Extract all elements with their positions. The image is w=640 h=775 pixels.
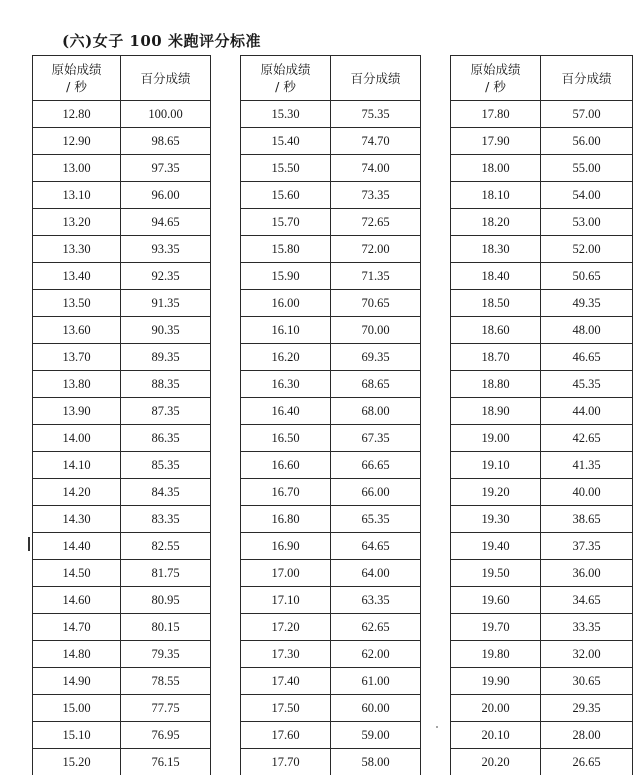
table-row — [33, 209, 211, 236]
raw-time-cell: 13.80 — [33, 371, 121, 398]
raw-time-cell: 16.20 — [241, 344, 331, 371]
table-row — [33, 128, 211, 155]
raw-time-cell: 19.60 — [451, 587, 541, 614]
percent-score-cell: 64.65 — [331, 533, 421, 560]
raw-time-cell: 14.00 — [33, 425, 121, 452]
percent-score-cell: 53.00 — [541, 209, 633, 236]
raw-time-cell: 17.80 — [451, 101, 541, 128]
percent-score-cell: 92.35 — [121, 263, 211, 290]
header-row — [33, 56, 211, 101]
percent-score-cell: 45.35 — [541, 371, 633, 398]
table-row — [451, 317, 633, 344]
raw-time-cell: 13.60 — [33, 317, 121, 344]
percent-score-cell: 48.00 — [541, 317, 633, 344]
raw-time-cell: 17.90 — [451, 128, 541, 155]
raw-time-cell: 20.00 — [451, 695, 541, 722]
percent-score-cell: 38.65 — [541, 506, 633, 533]
percent-score-cell: 97.35 — [121, 155, 211, 182]
raw-time-cell: 14.30 — [33, 506, 121, 533]
page-title: (六)女子 100 米跑评分标准 — [62, 30, 261, 51]
raw-time-cell: 15.90 — [241, 263, 331, 290]
score-table-3 — [450, 55, 633, 775]
raw-time-cell: 15.60 — [241, 182, 331, 209]
table-row — [33, 722, 211, 749]
raw-time-cell: 14.20 — [33, 479, 121, 506]
header-percent-score: 百分成绩 — [331, 56, 421, 101]
table-row — [241, 317, 421, 344]
raw-time-cell: 20.20 — [451, 749, 541, 775]
header-raw-time-line1: 原始成绩 — [33, 61, 120, 78]
table-row — [451, 479, 633, 506]
raw-time-cell: 13.40 — [33, 263, 121, 290]
table-row — [241, 722, 421, 749]
table-row — [33, 695, 211, 722]
percent-score-cell: 56.00 — [541, 128, 633, 155]
raw-time-cell: 14.90 — [33, 668, 121, 695]
table-row — [451, 641, 633, 668]
table-row — [451, 209, 633, 236]
table-row — [33, 236, 211, 263]
raw-time-cell: 18.50 — [451, 290, 541, 317]
raw-time-cell: 19.50 — [451, 560, 541, 587]
percent-score-cell: 52.00 — [541, 236, 633, 263]
percent-score-cell: 63.35 — [331, 587, 421, 614]
table-row — [33, 614, 211, 641]
table-row — [241, 533, 421, 560]
percent-score-cell: 83.35 — [121, 506, 211, 533]
table-row — [451, 722, 633, 749]
percent-score-cell: 88.35 — [121, 371, 211, 398]
raw-time-cell: 17.60 — [241, 722, 331, 749]
percent-score-cell: 46.65 — [541, 344, 633, 371]
raw-time-cell: 15.50 — [241, 155, 331, 182]
percent-score-cell: 81.75 — [121, 560, 211, 587]
percent-score-cell: 66.00 — [331, 479, 421, 506]
percent-score-cell: 91.35 — [121, 290, 211, 317]
raw-time-cell: 18.90 — [451, 398, 541, 425]
table-row — [241, 263, 421, 290]
percent-score-cell: 90.35 — [121, 317, 211, 344]
table-row — [451, 344, 633, 371]
percent-score-cell: 94.65 — [121, 209, 211, 236]
raw-time-cell: 17.50 — [241, 695, 331, 722]
table-row — [451, 695, 633, 722]
raw-time-cell: 15.20 — [33, 749, 121, 775]
table-row — [451, 155, 633, 182]
table-row — [33, 317, 211, 344]
raw-time-cell: 16.30 — [241, 371, 331, 398]
header-raw-time-line2: / 秒 — [241, 78, 330, 95]
table-row — [241, 479, 421, 506]
percent-score-cell: 49.35 — [541, 290, 633, 317]
percent-score-cell: 64.00 — [331, 560, 421, 587]
raw-time-cell: 17.30 — [241, 641, 331, 668]
raw-time-cell: 19.90 — [451, 668, 541, 695]
percent-score-cell: 69.35 — [331, 344, 421, 371]
score-table-2 — [240, 55, 421, 775]
percent-score-cell: 28.00 — [541, 722, 633, 749]
table-row — [33, 290, 211, 317]
percent-score-cell: 36.00 — [541, 560, 633, 587]
percent-score-cell: 30.65 — [541, 668, 633, 695]
table-row — [33, 182, 211, 209]
raw-time-cell: 16.50 — [241, 425, 331, 452]
raw-time-cell: 13.50 — [33, 290, 121, 317]
raw-time-cell: 13.30 — [33, 236, 121, 263]
raw-time-cell: 16.00 — [241, 290, 331, 317]
table-row — [33, 560, 211, 587]
percent-score-cell: 55.00 — [541, 155, 633, 182]
percent-score-cell: 72.00 — [331, 236, 421, 263]
percent-score-cell: 98.65 — [121, 128, 211, 155]
raw-time-cell: 13.00 — [33, 155, 121, 182]
table-row — [451, 182, 633, 209]
percent-score-cell: 79.35 — [121, 641, 211, 668]
raw-time-cell: 17.70 — [241, 749, 331, 775]
table-row — [33, 263, 211, 290]
table-row — [451, 236, 633, 263]
percent-score-cell: 58.00 — [331, 749, 421, 775]
table-row — [451, 398, 633, 425]
raw-time-cell: 17.00 — [241, 560, 331, 587]
table-row — [33, 641, 211, 668]
raw-time-cell: 19.20 — [451, 479, 541, 506]
table-row — [33, 398, 211, 425]
header-raw-time-line2: / 秒 — [451, 78, 540, 95]
table-row — [241, 560, 421, 587]
table-row — [241, 236, 421, 263]
percent-score-cell: 68.65 — [331, 371, 421, 398]
header-raw-time-line1: 原始成绩 — [451, 61, 540, 78]
raw-time-cell: 16.10 — [241, 317, 331, 344]
percent-score-cell: 89.35 — [121, 344, 211, 371]
table-row — [451, 749, 633, 775]
header-percent-score: 百分成绩 — [541, 56, 633, 101]
header-raw-time-line2: / 秒 — [33, 78, 120, 95]
header-raw-time-line1: 原始成绩 — [241, 61, 330, 78]
raw-time-cell: 15.10 — [33, 722, 121, 749]
raw-time-cell: 18.70 — [451, 344, 541, 371]
table-row — [451, 668, 633, 695]
table-row — [241, 344, 421, 371]
percent-score-cell: 74.70 — [331, 128, 421, 155]
percent-score-cell: 65.35 — [331, 506, 421, 533]
raw-time-cell: 14.80 — [33, 641, 121, 668]
header-row — [451, 56, 633, 101]
table-row — [451, 452, 633, 479]
table-row — [451, 506, 633, 533]
percent-score-cell: 54.00 — [541, 182, 633, 209]
raw-time-cell: 15.00 — [33, 695, 121, 722]
percent-score-cell: 62.00 — [331, 641, 421, 668]
table-row — [241, 101, 421, 128]
percent-score-cell: 59.00 — [331, 722, 421, 749]
table-row — [241, 128, 421, 155]
percent-score-cell: 62.65 — [331, 614, 421, 641]
table-row — [451, 533, 633, 560]
percent-score-cell: 80.95 — [121, 587, 211, 614]
table-row — [241, 668, 421, 695]
percent-score-cell: 41.35 — [541, 452, 633, 479]
percent-score-cell: 73.35 — [331, 182, 421, 209]
table-row — [33, 668, 211, 695]
header-row — [241, 56, 421, 101]
percent-score-cell: 93.35 — [121, 236, 211, 263]
table-row — [33, 533, 211, 560]
raw-time-cell: 19.10 — [451, 452, 541, 479]
raw-time-cell: 18.80 — [451, 371, 541, 398]
table-row — [241, 398, 421, 425]
percent-score-cell: 85.35 — [121, 452, 211, 479]
table-row — [451, 614, 633, 641]
header-raw-time — [241, 56, 331, 101]
percent-score-cell: 82.55 — [121, 533, 211, 560]
table-row — [241, 209, 421, 236]
raw-time-cell: 19.70 — [451, 614, 541, 641]
table-row — [451, 290, 633, 317]
raw-time-cell: 13.70 — [33, 344, 121, 371]
percent-score-cell: 33.35 — [541, 614, 633, 641]
raw-time-cell: 13.10 — [33, 182, 121, 209]
percent-score-cell: 96.00 — [121, 182, 211, 209]
table-row — [241, 371, 421, 398]
raw-time-cell: 16.60 — [241, 452, 331, 479]
raw-time-cell: 18.20 — [451, 209, 541, 236]
table-row — [451, 371, 633, 398]
scan-edge-mark — [28, 537, 30, 551]
table-row — [33, 155, 211, 182]
table-row — [451, 587, 633, 614]
table-row — [241, 695, 421, 722]
percent-score-cell: 76.15 — [121, 749, 211, 775]
raw-time-cell: 15.70 — [241, 209, 331, 236]
percent-score-cell: 66.65 — [331, 452, 421, 479]
table-row — [241, 506, 421, 533]
table-row — [241, 452, 421, 479]
header-raw-time — [451, 56, 541, 101]
percent-score-cell: 77.75 — [121, 695, 211, 722]
percent-score-cell: 40.00 — [541, 479, 633, 506]
table-row — [241, 425, 421, 452]
table-row — [33, 101, 211, 128]
raw-time-cell: 18.40 — [451, 263, 541, 290]
percent-score-cell: 26.65 — [541, 749, 633, 775]
percent-score-cell: 32.00 — [541, 641, 633, 668]
table-row — [33, 371, 211, 398]
table-row — [241, 182, 421, 209]
raw-time-cell: 16.70 — [241, 479, 331, 506]
table-row — [241, 614, 421, 641]
table-body — [33, 101, 211, 775]
table-body — [451, 101, 633, 775]
percent-score-cell: 60.00 — [331, 695, 421, 722]
table-row — [241, 290, 421, 317]
percent-score-cell: 57.00 — [541, 101, 633, 128]
percent-score-cell: 42.65 — [541, 425, 633, 452]
percent-score-cell: 50.65 — [541, 263, 633, 290]
percent-score-cell: 78.55 — [121, 668, 211, 695]
percent-score-cell: 34.65 — [541, 587, 633, 614]
raw-time-cell: 15.40 — [241, 128, 331, 155]
percent-score-cell: 75.35 — [331, 101, 421, 128]
scan-speck — [436, 726, 438, 728]
percent-score-cell: 100.00 — [121, 101, 211, 128]
percent-score-cell: 71.35 — [331, 263, 421, 290]
table-row — [241, 155, 421, 182]
raw-time-cell: 17.10 — [241, 587, 331, 614]
raw-time-cell: 19.40 — [451, 533, 541, 560]
table-row — [241, 641, 421, 668]
percent-score-cell: 84.35 — [121, 479, 211, 506]
raw-time-cell: 12.80 — [33, 101, 121, 128]
table-row — [33, 425, 211, 452]
percent-score-cell: 87.35 — [121, 398, 211, 425]
percent-score-cell: 74.00 — [331, 155, 421, 182]
table-row — [33, 452, 211, 479]
table-row — [451, 101, 633, 128]
percent-score-cell: 76.95 — [121, 722, 211, 749]
table-body — [241, 101, 421, 775]
percent-score-cell: 29.35 — [541, 695, 633, 722]
table-row — [241, 587, 421, 614]
raw-time-cell: 17.20 — [241, 614, 331, 641]
raw-time-cell: 14.70 — [33, 614, 121, 641]
table-row — [33, 479, 211, 506]
raw-time-cell: 18.10 — [451, 182, 541, 209]
raw-time-cell: 13.20 — [33, 209, 121, 236]
table-row — [33, 344, 211, 371]
raw-time-cell: 15.80 — [241, 236, 331, 263]
percent-score-cell: 44.00 — [541, 398, 633, 425]
raw-time-cell: 19.30 — [451, 506, 541, 533]
score-table-1 — [32, 55, 211, 775]
table-row — [33, 587, 211, 614]
header-percent-score: 百分成绩 — [121, 56, 211, 101]
raw-time-cell: 14.50 — [33, 560, 121, 587]
raw-time-cell: 20.10 — [451, 722, 541, 749]
header-raw-time — [33, 56, 121, 101]
raw-time-cell: 14.10 — [33, 452, 121, 479]
raw-time-cell: 19.00 — [451, 425, 541, 452]
raw-time-cell: 12.90 — [33, 128, 121, 155]
raw-time-cell: 16.80 — [241, 506, 331, 533]
table-row — [33, 506, 211, 533]
table-row — [33, 749, 211, 775]
raw-time-cell: 16.40 — [241, 398, 331, 425]
raw-time-cell: 14.40 — [33, 533, 121, 560]
percent-score-cell: 68.00 — [331, 398, 421, 425]
table-row — [451, 128, 633, 155]
raw-time-cell: 14.60 — [33, 587, 121, 614]
percent-score-cell: 70.65 — [331, 290, 421, 317]
table-row — [451, 425, 633, 452]
raw-time-cell: 18.00 — [451, 155, 541, 182]
raw-time-cell: 15.30 — [241, 101, 331, 128]
table-row — [451, 263, 633, 290]
percent-score-cell: 70.00 — [331, 317, 421, 344]
percent-score-cell: 37.35 — [541, 533, 633, 560]
raw-time-cell: 18.60 — [451, 317, 541, 344]
raw-time-cell: 16.90 — [241, 533, 331, 560]
raw-time-cell: 13.90 — [33, 398, 121, 425]
table-row — [451, 560, 633, 587]
raw-time-cell: 19.80 — [451, 641, 541, 668]
percent-score-cell: 80.15 — [121, 614, 211, 641]
raw-time-cell: 17.40 — [241, 668, 331, 695]
table-row — [241, 749, 421, 775]
percent-score-cell: 61.00 — [331, 668, 421, 695]
percent-score-cell: 67.35 — [331, 425, 421, 452]
raw-time-cell: 18.30 — [451, 236, 541, 263]
percent-score-cell: 86.35 — [121, 425, 211, 452]
percent-score-cell: 72.65 — [331, 209, 421, 236]
